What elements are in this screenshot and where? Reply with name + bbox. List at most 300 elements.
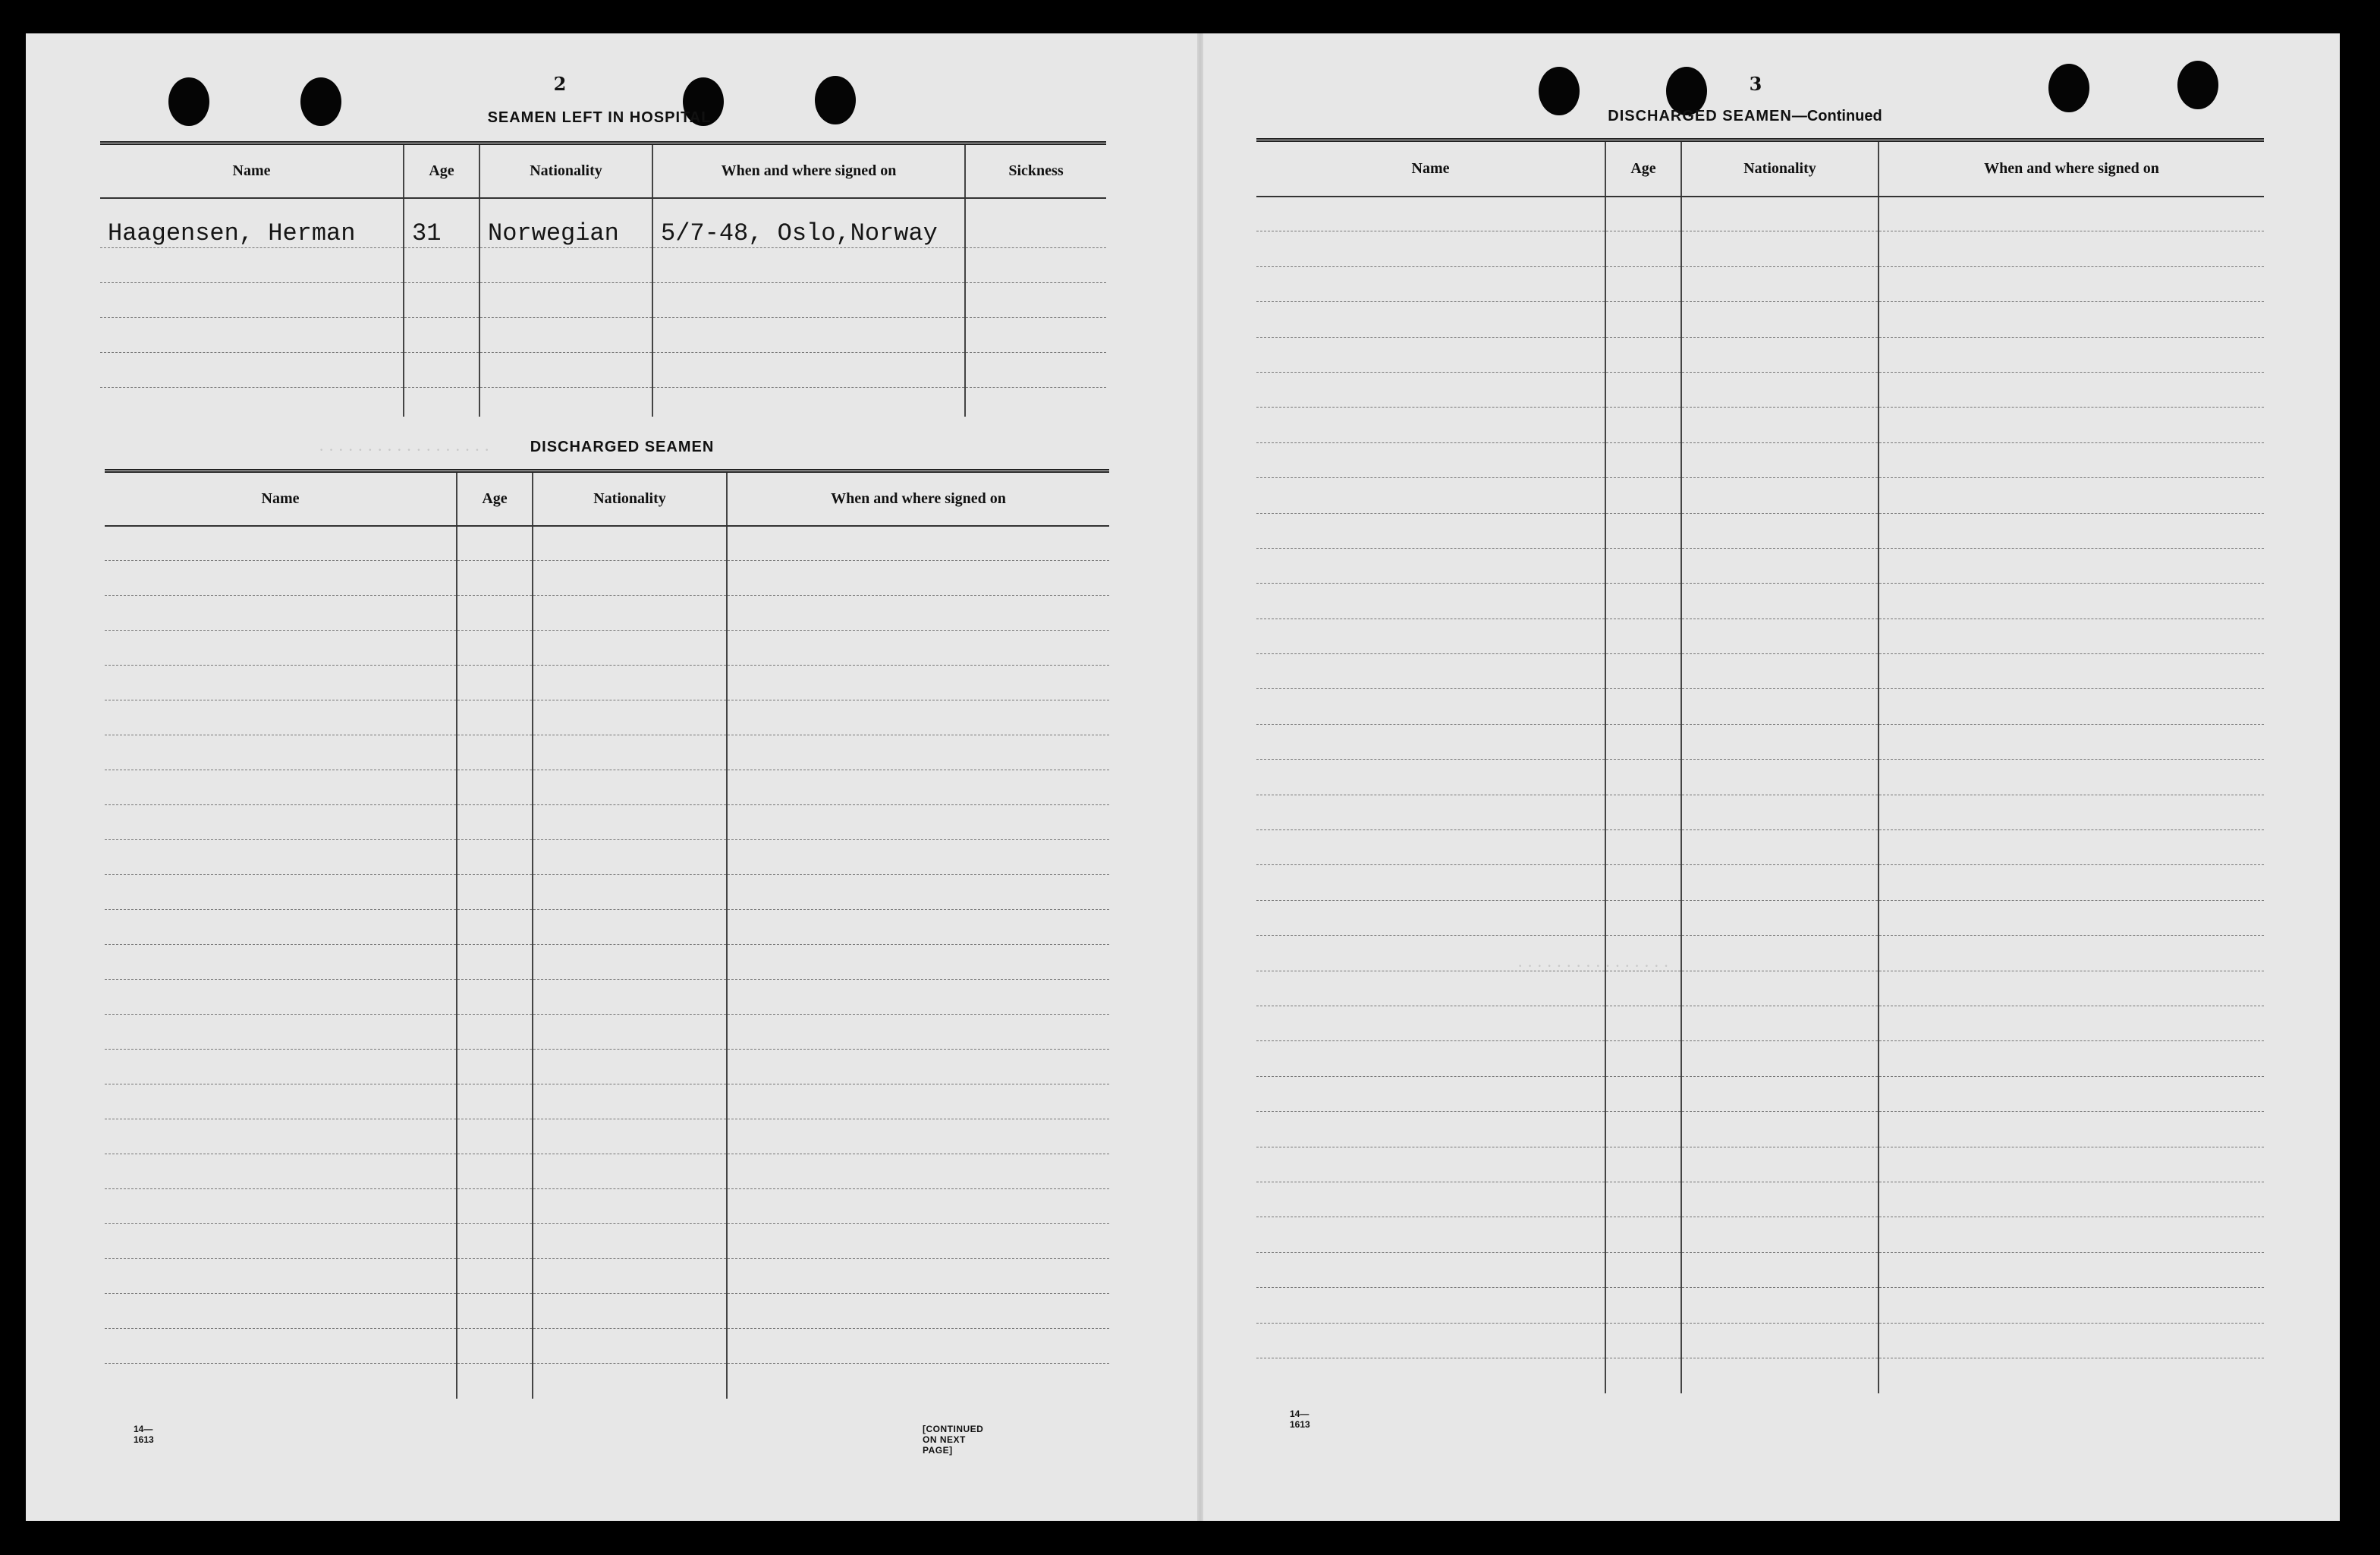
table-row: [105, 840, 1109, 875]
cell-nationality: [1681, 442, 1879, 477]
cell-nationality: Norwegian: [479, 198, 652, 248]
cell-name: [1256, 1041, 1605, 1076]
cell-age: [1605, 302, 1681, 337]
cell-nationality: [1681, 1358, 1879, 1393]
cell-age: [457, 596, 533, 631]
cell-nationality: [1681, 1217, 1879, 1252]
cell-age: [457, 526, 533, 561]
cell-nationality: [533, 1294, 727, 1329]
cell-nationality: [1681, 372, 1879, 407]
table-row: [1256, 372, 2264, 407]
cell-name: [105, 875, 457, 910]
cell-name: [100, 248, 404, 283]
cell-age: [1605, 724, 1681, 759]
cell-signed-on: [1879, 266, 2264, 301]
cell-age: [1605, 584, 1681, 619]
cell-name: [1256, 971, 1605, 1006]
cell-sickness: [965, 198, 1106, 248]
cell-age: [457, 1259, 533, 1294]
cell-nationality: [533, 666, 727, 700]
cell-nationality: [1681, 1076, 1879, 1111]
discharged-continued-title: [1517, 108, 1973, 125]
cell-nationality: [1681, 337, 1879, 372]
cell-nationality: [1681, 408, 1879, 442]
cell-name: [105, 1294, 457, 1329]
cell-signed-on: [1879, 1076, 2264, 1111]
hospital-section-title: SEAMEN LEFT IN HOSPITAL: [487, 109, 712, 126]
cell-signed-on: [727, 735, 1109, 770]
cell-signed-on: [1879, 372, 2264, 407]
cell-age: [457, 1224, 533, 1259]
cell-name: [1256, 724, 1605, 759]
cell-nationality: [1681, 760, 1879, 795]
cell-age: [457, 875, 533, 910]
cell-name: [105, 805, 457, 840]
cell-nationality: [1681, 513, 1879, 548]
column-header-age: Age: [1605, 140, 1681, 197]
cell-nationality: [479, 283, 652, 318]
cell-name: [1256, 548, 1605, 583]
table-row: [105, 666, 1109, 700]
table-row: [1256, 1358, 2264, 1393]
cell-nationality: [533, 840, 727, 875]
cell-nationality: [1681, 936, 1879, 971]
cell-age: [1605, 936, 1681, 971]
cell-name: [1256, 442, 1605, 477]
cell-age: [457, 735, 533, 770]
cell-name: [105, 596, 457, 631]
cell-nationality: [533, 1224, 727, 1259]
cell-nationality: [1681, 1182, 1879, 1217]
column-header-age: Age: [457, 471, 533, 526]
cell-nationality: [1681, 1147, 1879, 1182]
column-header-nationality: Nationality: [479, 143, 652, 198]
cell-nationality: [1681, 197, 1879, 231]
cell-name: [1256, 830, 1605, 865]
cell-age: [1605, 1323, 1681, 1358]
cell-nationality: [533, 1189, 727, 1224]
cell-name: [1256, 865, 1605, 900]
cell-nationality: [1681, 1041, 1879, 1076]
column-header-name: Name: [1256, 140, 1605, 197]
cell-nationality: [1681, 830, 1879, 865]
cell-age: [1605, 513, 1681, 548]
cell-signed-on: [1879, 408, 2264, 442]
table-row: [100, 198, 1106, 248]
table-row: [1256, 936, 2264, 971]
cell-name: [105, 561, 457, 596]
cell-signed-on: [652, 318, 965, 353]
cell-signed-on: [1879, 302, 2264, 337]
cell-signed-on: [1879, 619, 2264, 653]
cell-nationality: [533, 1259, 727, 1294]
cell-name: [105, 910, 457, 945]
table-row: [105, 980, 1109, 1015]
cell-signed-on: [1879, 865, 2264, 900]
table-row: [105, 1259, 1109, 1294]
punch-hole: [2048, 64, 2089, 112]
cell-name: [1256, 900, 1605, 935]
table-row: [1256, 619, 2264, 653]
cell-signed-on: [1879, 724, 2264, 759]
cell-signed-on: [727, 1294, 1109, 1329]
cell-age: [1605, 548, 1681, 583]
cell-age: [457, 1015, 533, 1050]
cell-signed-on: [1879, 1112, 2264, 1147]
cell-nationality: [533, 980, 727, 1015]
cell-signed-on: [1879, 337, 2264, 372]
form-number: 14—1613: [1290, 1409, 1310, 1430]
cell-name: [105, 631, 457, 666]
discharged-table: [105, 469, 1109, 1399]
cell-signed-on: [1879, 689, 2264, 724]
cell-name: [105, 945, 457, 980]
cell-signed-on: [727, 1224, 1109, 1259]
cell-age: [457, 1119, 533, 1154]
cell-name: [105, 980, 457, 1015]
cell-age: [457, 700, 533, 735]
cell-name: Haagensen, Herman: [100, 198, 404, 248]
table-row: [105, 1329, 1109, 1364]
cell-nationality: [533, 1015, 727, 1050]
cell-signed-on: [727, 1084, 1109, 1119]
table-row: [105, 875, 1109, 910]
column-header-signed-on: When and where signed on: [652, 143, 965, 198]
cell-age: [1605, 478, 1681, 513]
table-row: [1256, 900, 2264, 935]
cell-nationality: [533, 631, 727, 666]
table-row: [1256, 795, 2264, 829]
cell-nationality: [1681, 548, 1879, 583]
cell-name: [1256, 1217, 1605, 1252]
page-number: 3: [1749, 73, 1762, 95]
table-row: [105, 1154, 1109, 1189]
cell-signed-on: [1879, 936, 2264, 971]
cell-age: [1605, 442, 1681, 477]
cell-name: [100, 388, 404, 417]
cell-nationality: [1681, 231, 1879, 266]
cell-age: [457, 1364, 533, 1399]
cell-nationality: [533, 561, 727, 596]
cell-signed-on: [1879, 1147, 2264, 1182]
cell-name: [1256, 337, 1605, 372]
cell-sickness: [965, 353, 1106, 388]
cell-name: [1256, 760, 1605, 795]
cell-nationality: [1681, 724, 1879, 759]
cell-name: [1256, 302, 1605, 337]
cell-signed-on: [727, 1154, 1109, 1189]
cell-nationality: [1681, 1252, 1879, 1287]
cell-age: [1605, 1076, 1681, 1111]
cell-age: [457, 770, 533, 805]
table-row: [1256, 1076, 2264, 1111]
cell-signed-on: [1879, 1288, 2264, 1323]
table-row: [100, 318, 1106, 353]
cell-nationality: [533, 700, 727, 735]
table-row: [1256, 1006, 2264, 1040]
cell-name: [105, 1154, 457, 1189]
cell-signed-on: [652, 353, 965, 388]
cell-signed-on: [1879, 1182, 2264, 1217]
cell-name: [1256, 408, 1605, 442]
cell-signed-on: [727, 1259, 1109, 1294]
cell-nationality: [533, 526, 727, 561]
cell-signed-on: [1879, 548, 2264, 583]
cell-name: [105, 1364, 457, 1399]
table-row: [1256, 689, 2264, 724]
table-row: [1256, 865, 2264, 900]
cell-age: [1605, 1006, 1681, 1040]
column-header-signed-on: When and where signed on: [727, 471, 1109, 526]
cell-nationality: [533, 735, 727, 770]
table-row: [1256, 1112, 2264, 1147]
hospital-table: [100, 141, 1106, 417]
cell-name: [105, 770, 457, 805]
column-header-age: Age: [404, 143, 479, 198]
cell-signed-on: [727, 910, 1109, 945]
cell-signed-on: [727, 1364, 1109, 1399]
cell-name: [1256, 619, 1605, 653]
cell-signed-on: [727, 875, 1109, 910]
discharged-section-title: DISCHARGED SEAMEN: [530, 439, 715, 455]
cell-age: [457, 1050, 533, 1084]
cell-name: [105, 666, 457, 700]
cell-name: [1256, 689, 1605, 724]
table-row: [105, 1364, 1109, 1399]
cell-name: [105, 1084, 457, 1119]
cell-age: [1605, 689, 1681, 724]
table-row: [100, 283, 1106, 318]
cell-age: [1605, 1041, 1681, 1076]
table-row: [1256, 197, 2264, 231]
table-row: [105, 596, 1109, 631]
cell-signed-on: [1879, 231, 2264, 266]
cell-age: [1605, 408, 1681, 442]
cell-name: [1256, 795, 1605, 829]
column-header-nationality: Nationality: [1681, 140, 1879, 197]
cell-age: [1605, 760, 1681, 795]
cell-age: [1605, 795, 1681, 829]
cell-nationality: [533, 1119, 727, 1154]
cell-name: [1256, 1323, 1605, 1358]
table-row: [1256, 231, 2264, 266]
cell-signed-on: [727, 1329, 1109, 1364]
cell-age: [1605, 1112, 1681, 1147]
cell-signed-on: [727, 770, 1109, 805]
cell-age: 31: [404, 198, 479, 248]
table-row: [105, 945, 1109, 980]
cell-name: [1256, 266, 1605, 301]
cell-signed-on: [727, 561, 1109, 596]
cell-signed-on: [1879, 513, 2264, 548]
cell-age: [1605, 830, 1681, 865]
cell-name: [105, 840, 457, 875]
cell-nationality: [1681, 1288, 1879, 1323]
cell-nationality: [1681, 900, 1879, 935]
cell-name: [1256, 1076, 1605, 1111]
table-row: [105, 526, 1109, 561]
cell-age: [1605, 1288, 1681, 1323]
continued-note: [CONTINUED ON NEXT PAGE]: [923, 1424, 984, 1456]
cell-signed-on: [1879, 1041, 2264, 1076]
cell-signed-on: [1879, 654, 2264, 689]
table-row: [105, 1189, 1109, 1224]
cell-sickness: [965, 318, 1106, 353]
cell-age: [1605, 1252, 1681, 1287]
cell-name: [105, 1189, 457, 1224]
cell-nationality: [1681, 478, 1879, 513]
cell-name: [105, 1050, 457, 1084]
cell-age: [1605, 231, 1681, 266]
column-header-name: Name: [100, 143, 404, 198]
punch-hole: [2177, 61, 2218, 109]
cell-nationality: [533, 910, 727, 945]
cell-nationality: [533, 805, 727, 840]
cell-signed-on: [1879, 760, 2264, 795]
page-gutter: [1197, 33, 1203, 1521]
cell-age: [457, 1189, 533, 1224]
column-header-signed-on: When and where signed on: [1879, 140, 2264, 197]
cell-signed-on: [1879, 1217, 2264, 1252]
cell-age: [1605, 337, 1681, 372]
column-header-sickness: Sickness: [965, 143, 1106, 198]
cell-signed-on: [727, 666, 1109, 700]
cell-name: [105, 1224, 457, 1259]
cell-name: [100, 318, 404, 353]
cell-signed-on: [727, 631, 1109, 666]
table-row: [1256, 1182, 2264, 1217]
cell-nationality: [1681, 584, 1879, 619]
cell-name: [1256, 478, 1605, 513]
cell-name: [100, 283, 404, 318]
form-number: 14—1613: [134, 1424, 154, 1445]
cell-nationality: [533, 1364, 727, 1399]
cell-signed-on: [1879, 971, 2264, 1006]
cell-age: [457, 945, 533, 980]
table-row: [1256, 337, 2264, 372]
cell-age: [1605, 971, 1681, 1006]
cell-age: [457, 980, 533, 1015]
cell-sickness: [965, 388, 1106, 417]
cell-signed-on: [1879, 442, 2264, 477]
punch-hole: [815, 76, 856, 124]
cell-nationality: [479, 353, 652, 388]
cell-age: [1605, 1217, 1681, 1252]
cell-name: [1256, 1006, 1605, 1040]
cell-name: [1256, 584, 1605, 619]
cell-nationality: [533, 770, 727, 805]
cell-name: [1256, 1252, 1605, 1287]
table-row: [1256, 513, 2264, 548]
cell-age: [457, 1154, 533, 1189]
cell-signed-on: [727, 1189, 1109, 1224]
cell-signed-on: [1879, 795, 2264, 829]
cell-nationality: [1681, 971, 1879, 1006]
cell-age: [404, 283, 479, 318]
cell-signed-on: [1879, 1358, 2264, 1393]
cell-age: [1605, 372, 1681, 407]
table-row: [1256, 1217, 2264, 1252]
cell-signed-on: [727, 840, 1109, 875]
cell-signed-on: [1879, 830, 2264, 865]
cell-age: [1605, 1358, 1681, 1393]
cell-name: [105, 735, 457, 770]
table-row: [1256, 724, 2264, 759]
cell-name: [1256, 654, 1605, 689]
cell-signed-on: [1879, 1006, 2264, 1040]
table-row: [105, 1119, 1109, 1154]
table-row: [105, 561, 1109, 596]
cell-signed-on: [1879, 584, 2264, 619]
cell-nationality: [533, 1084, 727, 1119]
cell-name: [100, 353, 404, 388]
table-row: [105, 770, 1109, 805]
table-row: [1256, 1288, 2264, 1323]
table-row: [100, 353, 1106, 388]
table-row: [1256, 1041, 2264, 1076]
discharged-table-continued: [1256, 138, 2264, 1393]
cell-nationality: [533, 945, 727, 980]
cell-name: [105, 700, 457, 735]
cell-age: [404, 353, 479, 388]
cell-nationality: [479, 248, 652, 283]
column-header-nationality: Nationality: [533, 471, 727, 526]
cell-nationality: [1681, 619, 1879, 653]
cell-signed-on: 5/7-48, Oslo,Norway: [652, 198, 965, 248]
table-row: [1256, 654, 2264, 689]
cell-name: [1256, 1288, 1605, 1323]
cell-name: [105, 526, 457, 561]
table-row: [105, 735, 1109, 770]
cell-nationality: [1681, 865, 1879, 900]
cell-age: [1605, 1147, 1681, 1182]
cell-signed-on: [1879, 1252, 2264, 1287]
table-row: [1256, 548, 2264, 583]
table-row: [1256, 1147, 2264, 1182]
cell-signed-on: [727, 1119, 1109, 1154]
cell-name: [1256, 513, 1605, 548]
table-row: [1256, 442, 2264, 477]
cell-nationality: [533, 1154, 727, 1189]
cell-name: [105, 1015, 457, 1050]
table-row: [1256, 1323, 2264, 1358]
table-row: [105, 1294, 1109, 1329]
cell-nationality: [1681, 1323, 1879, 1358]
cell-age: [457, 1329, 533, 1364]
cell-age: [1605, 865, 1681, 900]
cell-nationality: [533, 1329, 727, 1364]
cell-age: [457, 1084, 533, 1119]
cell-signed-on: [652, 283, 965, 318]
table-row: [100, 248, 1106, 283]
cell-signed-on: [727, 805, 1109, 840]
cell-age: [1605, 197, 1681, 231]
cell-nationality: [479, 388, 652, 417]
table-row: [105, 805, 1109, 840]
table-row: [1256, 971, 2264, 1006]
column-header-name: Name: [105, 471, 457, 526]
cell-signed-on: [1879, 478, 2264, 513]
table-row: [1256, 1252, 2264, 1287]
cell-name: [1256, 1358, 1605, 1393]
cell-name: [1256, 231, 1605, 266]
cell-age: [457, 1294, 533, 1329]
cell-age: [457, 561, 533, 596]
cell-age: [457, 840, 533, 875]
cell-signed-on: [727, 1050, 1109, 1084]
table-row: [105, 1224, 1109, 1259]
cell-nationality: [533, 596, 727, 631]
